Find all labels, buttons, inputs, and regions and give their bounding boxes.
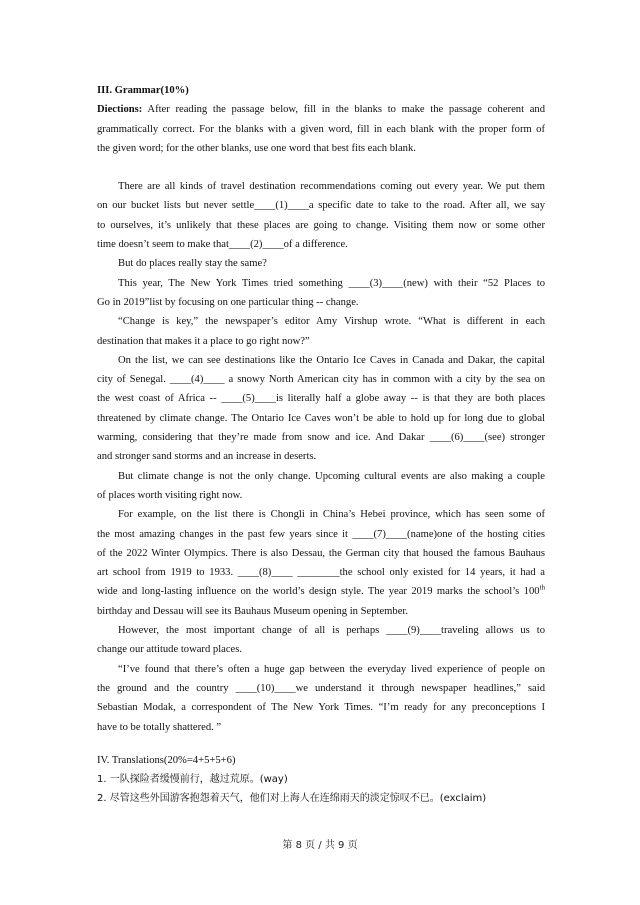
passage-line-22-text: wide and long-lasting influence on the world’s design style. The year 2019 marks the school’s 100 xyxy=(97,586,540,598)
passage-line-16: But climate change is not the only change. Upcoming cultural events are also making a couple xyxy=(118,470,545,482)
passage-line-17: of places worth visiting right now. xyxy=(97,489,243,501)
passage-line-18: For example, on the list there is Chongli in China’s Hebei province, which has seen some of xyxy=(118,509,545,521)
passage-line-10: On the list, we can see destinations like the Ontario Ice Caves in Canada and Dakar, the capital xyxy=(118,354,545,366)
translation-item-1: 1. 一队探险者缓慢前行，越过荒原。(way) xyxy=(97,774,288,786)
passage-line-3: to ourselves, it’s unlikely that these places are going to change. Visiting them now or some other xyxy=(97,219,545,231)
passage-line-15: and stronger sand storms and an increase in deserts. xyxy=(97,451,317,463)
passage-line-19: the most amazing changes in the past few years since it ____(7)____(name)one of the hosting cities xyxy=(97,528,545,540)
passage-line-22 xyxy=(97,582,545,601)
passage-line-24: However, the most important change of all is perhaps ____(9)____traveling allows us to xyxy=(118,625,545,637)
section-3-title: III. Grammar(10%) xyxy=(97,85,189,96)
directions-text-1: After reading the passage below, fill in the blanks to make the passage coherent and xyxy=(142,104,545,116)
passage-line-28: Sebastian Modak, a correspondent of The New York Times. “I’m ready for any preconceptions I xyxy=(97,702,545,714)
passage-line-29: have to be totally shattered. ” xyxy=(97,721,222,733)
document-page xyxy=(97,81,545,809)
directions-label: Diections: xyxy=(97,104,143,116)
section-4-title: IV. Translations(20%=4+5+5+6) xyxy=(97,754,236,766)
passage-line-8: “Change is key,” the newspaper’s editor Amy Virshup wrote. “What is different in each xyxy=(118,316,545,328)
passage-line-4: time doesn’t seem to make that____(2)____of a difference. xyxy=(97,239,348,251)
directions-line-3: the given word; for the other blanks, use one word that best fits each blank. xyxy=(97,142,416,154)
passage-line-12: the west coast of Africa -- ____(5)____is literally half a globe away -- is that they are both places xyxy=(97,393,545,405)
spacer xyxy=(97,158,545,177)
passage-line-7: Go in 2019”list by focusing on one particular thing -- change. xyxy=(97,296,359,308)
spacer xyxy=(97,737,545,751)
page-footer: 第 8 页 / 共 9 页 xyxy=(282,840,358,851)
passage-line-23: birthday and Dessau will see its Bauhaus Museum opening in September. xyxy=(97,605,408,617)
passage-line-26: “I’ve found that there’s often a huge gap between the everyday lived experience of people on xyxy=(118,663,545,675)
passage-line-5: But do places really stay the same? xyxy=(118,258,267,270)
passage-line-2: on our bucket lists but never settle____(1)____a specific date to take to the road. After all, we say xyxy=(97,200,545,212)
passage-line-20: of the 2022 Winter Olympics. There is also Dessau, the German city that housed the famous Bauhaus xyxy=(97,547,545,559)
passage-line-11: city of Senegal. ____(4)____ a snowy North American city has in common with a city by the sea on xyxy=(97,374,545,386)
superscript-th: th xyxy=(539,583,545,592)
passage-line-27: the ground and the country ____(10)____we understand it through newspaper headlines,” said xyxy=(97,682,545,694)
translation-item-2: 2. 尽管这些外国游客抱怨着天气，他们对上海人在连绵雨天的淡定惊叹不已。(exclaim) xyxy=(97,793,487,805)
directions-line-1 xyxy=(97,100,545,119)
passage-line-9: destination that makes it a place to go right now?” xyxy=(97,335,310,347)
passage-line-1: There are all kinds of travel destination recommendations coming out every year. We put them xyxy=(118,181,545,193)
directions-line-2: grammatically correct. For the blanks with a given word, fill in each blank with the proper form of xyxy=(97,123,545,135)
passage-line-6: This year, The New York Times tried something ____(3)____(new) with their “52 Places to xyxy=(118,277,545,289)
passage-line-14: warming, considering that they’re made from snow and ice. And Dakar ____(6)____(see) stronger xyxy=(97,432,545,444)
passage-line-21: art school from 1919 to 1933. ____(8)____ ________the school only existed for 14 years, it had a xyxy=(97,567,545,579)
passage-line-13: threatened by climate change. The Ontario Ice Caves won’t be able to hold up for long due to global xyxy=(97,412,545,424)
passage-line-25: change our attitude toward places. xyxy=(97,644,243,656)
